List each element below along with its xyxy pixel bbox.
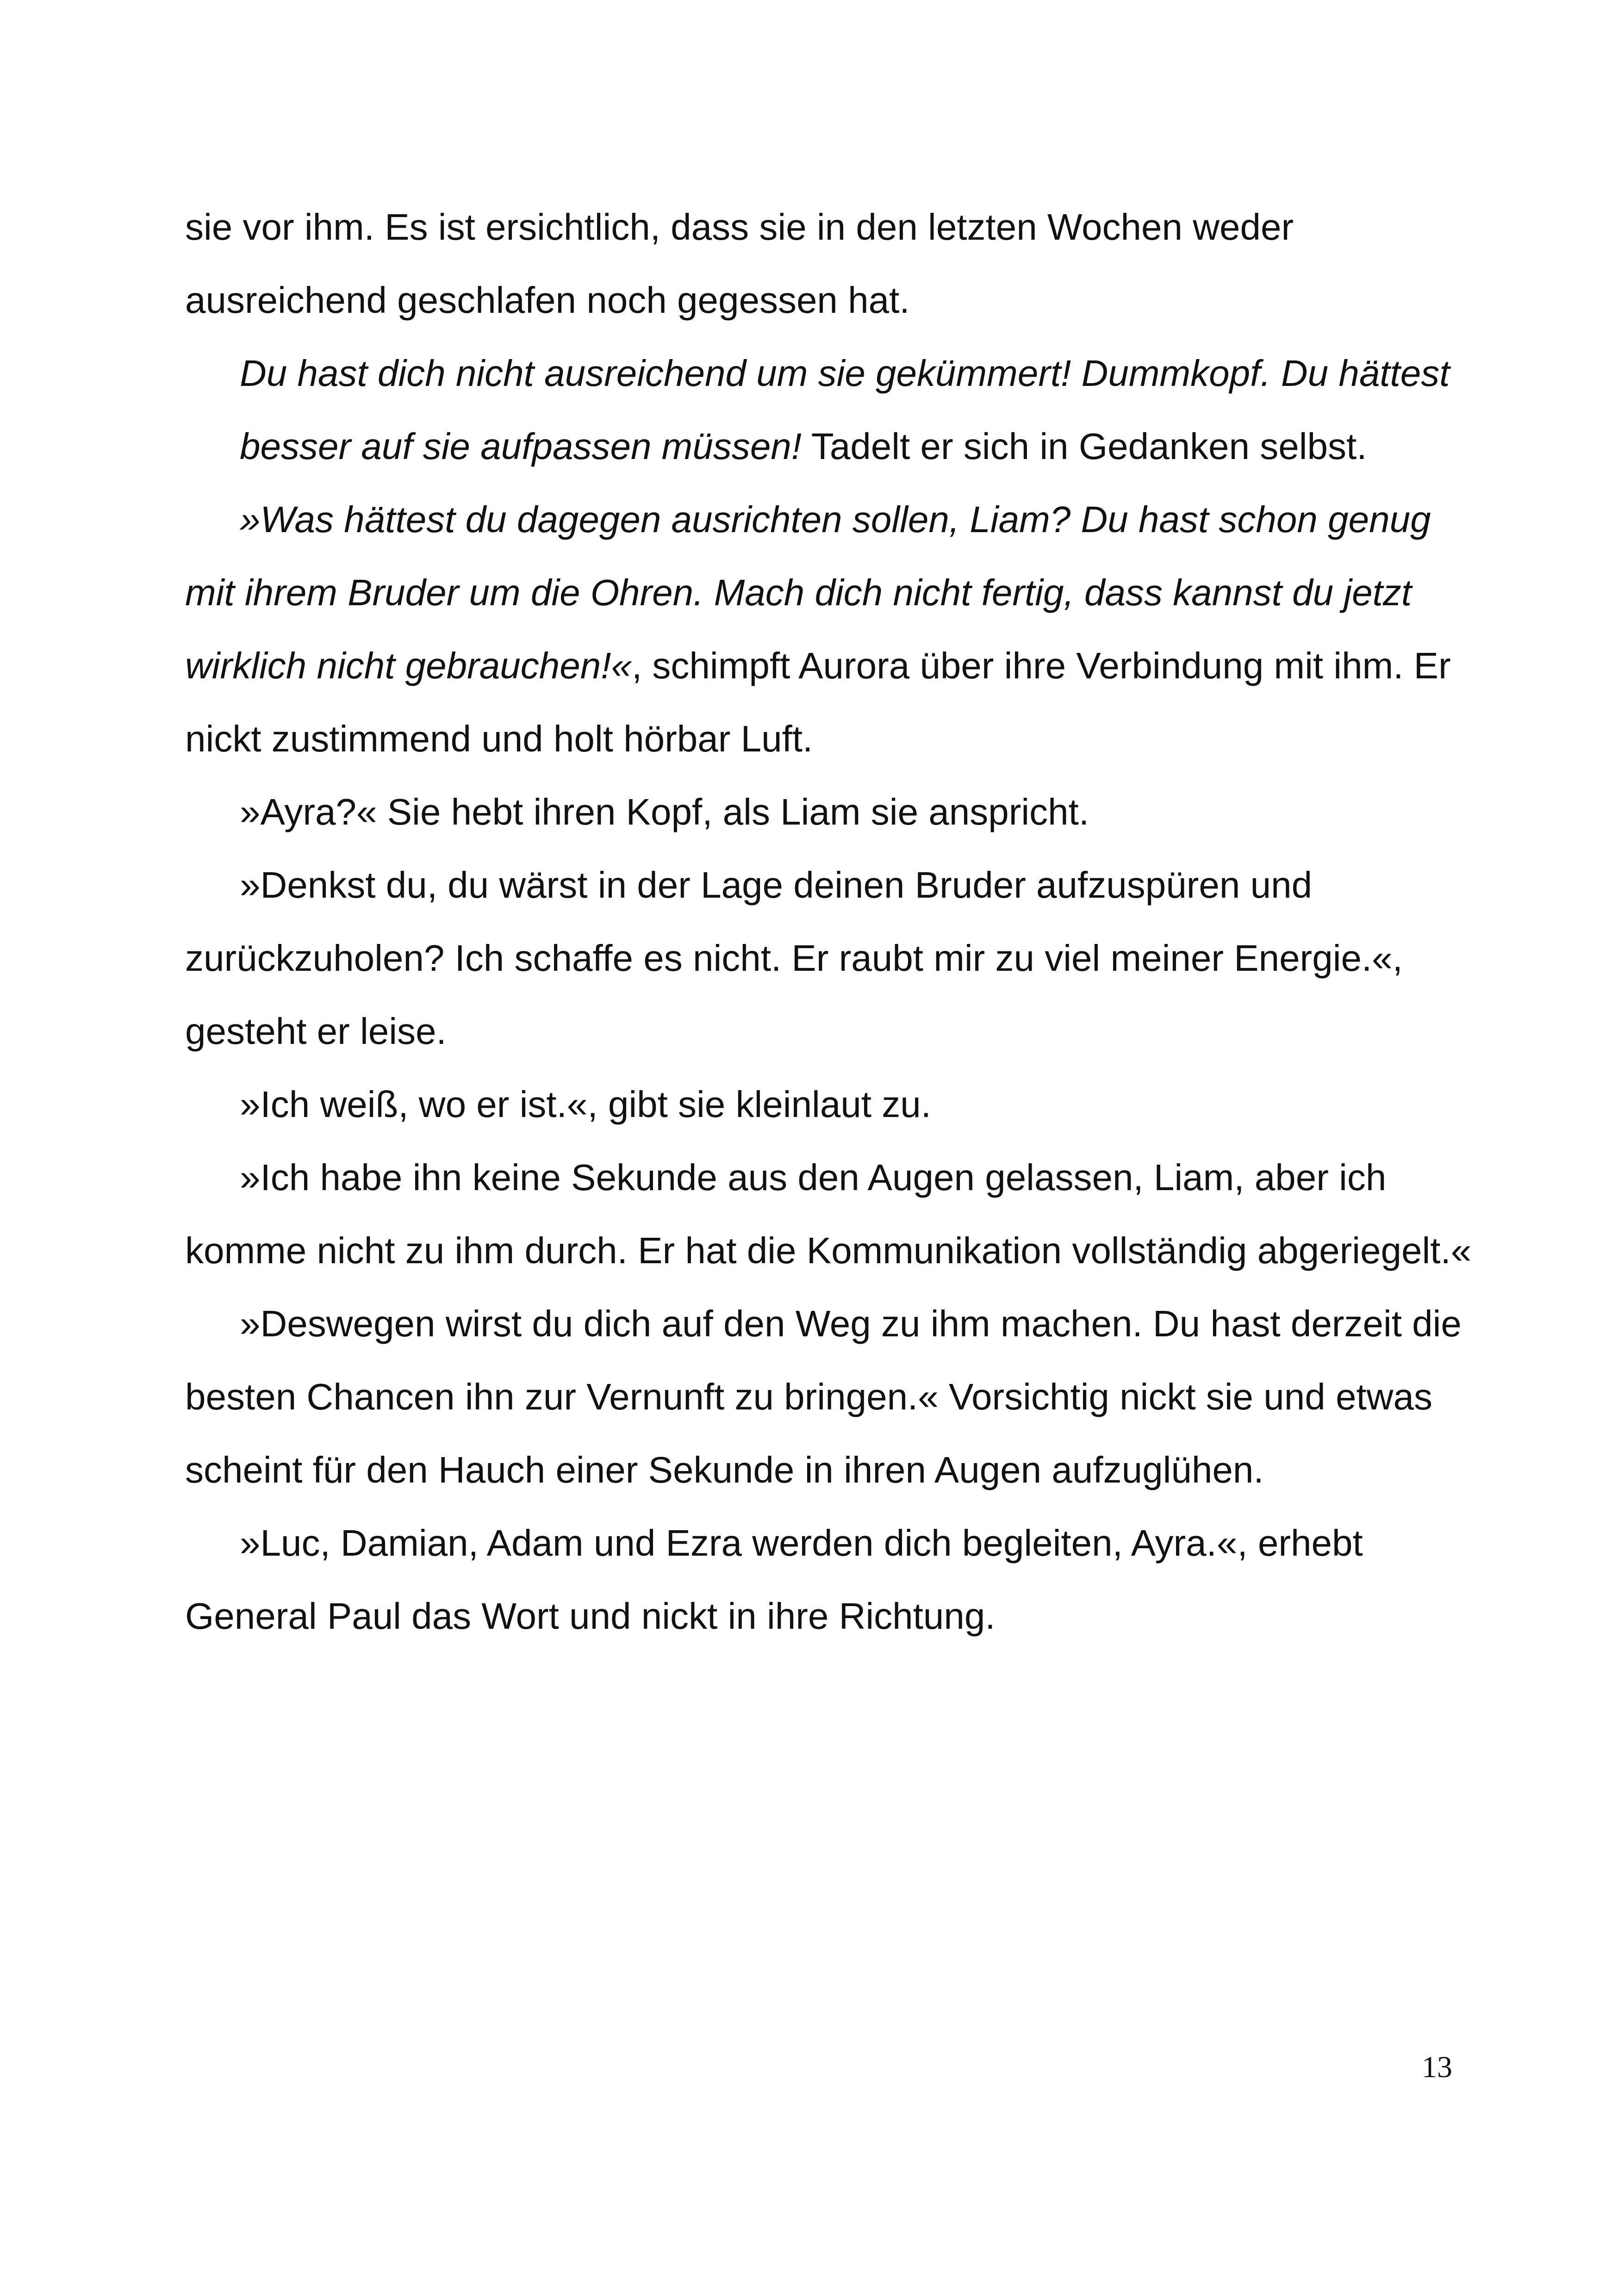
paragraph-5 xyxy=(185,849,1490,1068)
paragraph-3-text: , schimpft Aurora über ihre Verbindung mit ihm. Er nickt zustimmend und holt hörbar Luft. xyxy=(185,645,1451,759)
paragraph-2-italic-text: Du hast dich nicht ausreichend um sie gekümmert! Dummkopf. Du hättest besser auf sie aufpassen müssen! xyxy=(240,353,1450,467)
paragraph-4-text: »Ayra?« Sie hebt ihren Kopf, als Liam sie anspricht. xyxy=(240,791,1089,832)
page-number: 13 xyxy=(1422,2050,1452,2084)
paragraph-3-telepathy xyxy=(185,483,1490,776)
paragraph-3-italic-text: »Was hättest du dagegen ausrichten sollen, Liam? Du hast schon genug mit ihrem Bruder um die Ohren. Mach dich nicht fertig, dass kannst du jetzt wirklich nicht gebrauchen!« xyxy=(185,499,1431,686)
paragraph-2-thought xyxy=(185,337,1490,483)
page-body xyxy=(185,191,1490,1653)
paragraph-6 xyxy=(185,1068,1490,1141)
paragraph-6-text: »Ich weiß, wo er ist.«, gibt sie kleinlaut zu. xyxy=(240,1084,931,1125)
paragraph-8-text: »Deswegen wirst du dich auf den Weg zu ihm machen. Du hast derzeit die besten Chancen ihn zur Vernunft zu bringen.« Vorsichtig nickt sie und etwas scheint für den Hauch einer Sekunde in ihren Augen aufzuglühen. xyxy=(185,1303,1462,1490)
paragraph-1 xyxy=(185,191,1490,337)
paragraph-1-text: sie vor ihm. Es ist ersichtlich, dass sie in den letzten Wochen weder ausreichend geschlafen noch gegessen hat. xyxy=(185,206,1294,321)
paragraph-9-text: »Luc, Damian, Adam und Ezra werden dich begleiten, Ayra.«, erhebt General Paul das Wort und nickt in ihre Richtung. xyxy=(185,1522,1363,1637)
paragraph-9 xyxy=(185,1507,1490,1653)
paragraph-8 xyxy=(185,1287,1490,1507)
paragraph-4 xyxy=(185,776,1490,849)
paragraph-5-text: »Denkst du, du wärst in der Lage deinen Bruder aufzuspüren und zurückzuholen? Ich schaffe es nicht. Er raubt mir zu viel meiner Energie.«, gesteht er leise. xyxy=(185,864,1403,1052)
paragraph-2-text: Tadelt er sich in Gedanken selbst. xyxy=(802,426,1367,467)
paragraph-7-text: »Ich habe ihn keine Sekunde aus den Augen gelassen, Liam, aber ich komme nicht zu ihm durch. Er hat die Kommunikation vollständig abgeriegelt.« xyxy=(185,1157,1472,1271)
paragraph-7 xyxy=(185,1141,1490,1287)
